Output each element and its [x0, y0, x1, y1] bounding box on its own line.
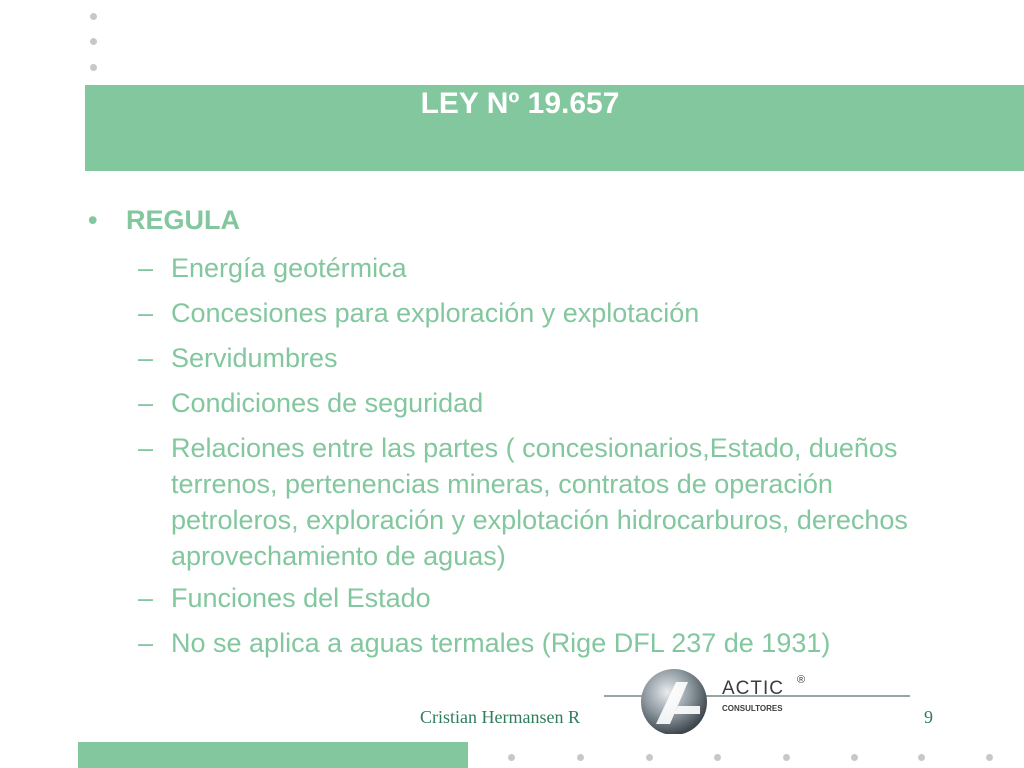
decor-dot [714, 754, 721, 761]
logo-mark [674, 706, 700, 714]
bullet-marker: • [88, 205, 98, 235]
list-item-text: Condiciones de seguridad [171, 388, 484, 418]
list-item-text: Concesiones para exploración y explotación [171, 298, 700, 328]
decor-dot [783, 754, 790, 761]
bottom-band [78, 742, 468, 768]
slide-title: LEY Nº 19.657 [420, 87, 620, 120]
dash-marker: – [138, 253, 154, 283]
dash-marker: – [138, 343, 154, 373]
list-item-text: No se aplica a aguas termales (Rige DFL 237 de 1931) [171, 628, 831, 658]
list-item [138, 340, 938, 376]
list-item-text: Energía geotérmica [171, 253, 407, 283]
dash-marker: – [138, 388, 154, 418]
logo-registered: ® [797, 674, 806, 686]
list-item [138, 580, 938, 616]
dash-marker: – [138, 583, 154, 613]
dash-marker: – [138, 298, 154, 328]
list-item-text: Relaciones entre las partes ( concesionarios,Estado, dueños terrenos, pertenencias mineras, contratos de operación petroleros, exploración y explotación hidrocarburos, derechos aprovechamiento de aguas) [171, 433, 908, 571]
decor-dot [986, 754, 993, 761]
decor-dot [851, 754, 858, 761]
list-item [138, 625, 938, 661]
list-item [138, 250, 938, 286]
sub-list [138, 250, 938, 666]
page-number: 9 [924, 707, 933, 727]
logo-brand: ACTIC [722, 678, 784, 699]
dash-marker: – [138, 628, 154, 658]
main-bullet [88, 203, 240, 237]
list-item [138, 295, 938, 331]
list-item [138, 385, 938, 421]
decor-dot [577, 754, 584, 761]
list-item [138, 430, 938, 574]
list-item-text: Servidumbres [171, 343, 338, 373]
actic-logo [604, 664, 914, 734]
footer-author: Cristian Hermansen R [420, 707, 580, 727]
dash-marker: – [138, 433, 154, 463]
decor-dot [918, 754, 925, 761]
logo-sub: CONSULTORES [722, 704, 783, 713]
decor-dot [508, 754, 515, 761]
decor-dot [646, 754, 653, 761]
main-bullet-label: REGULA [126, 205, 240, 235]
list-item-text: Funciones del Estado [171, 583, 431, 613]
